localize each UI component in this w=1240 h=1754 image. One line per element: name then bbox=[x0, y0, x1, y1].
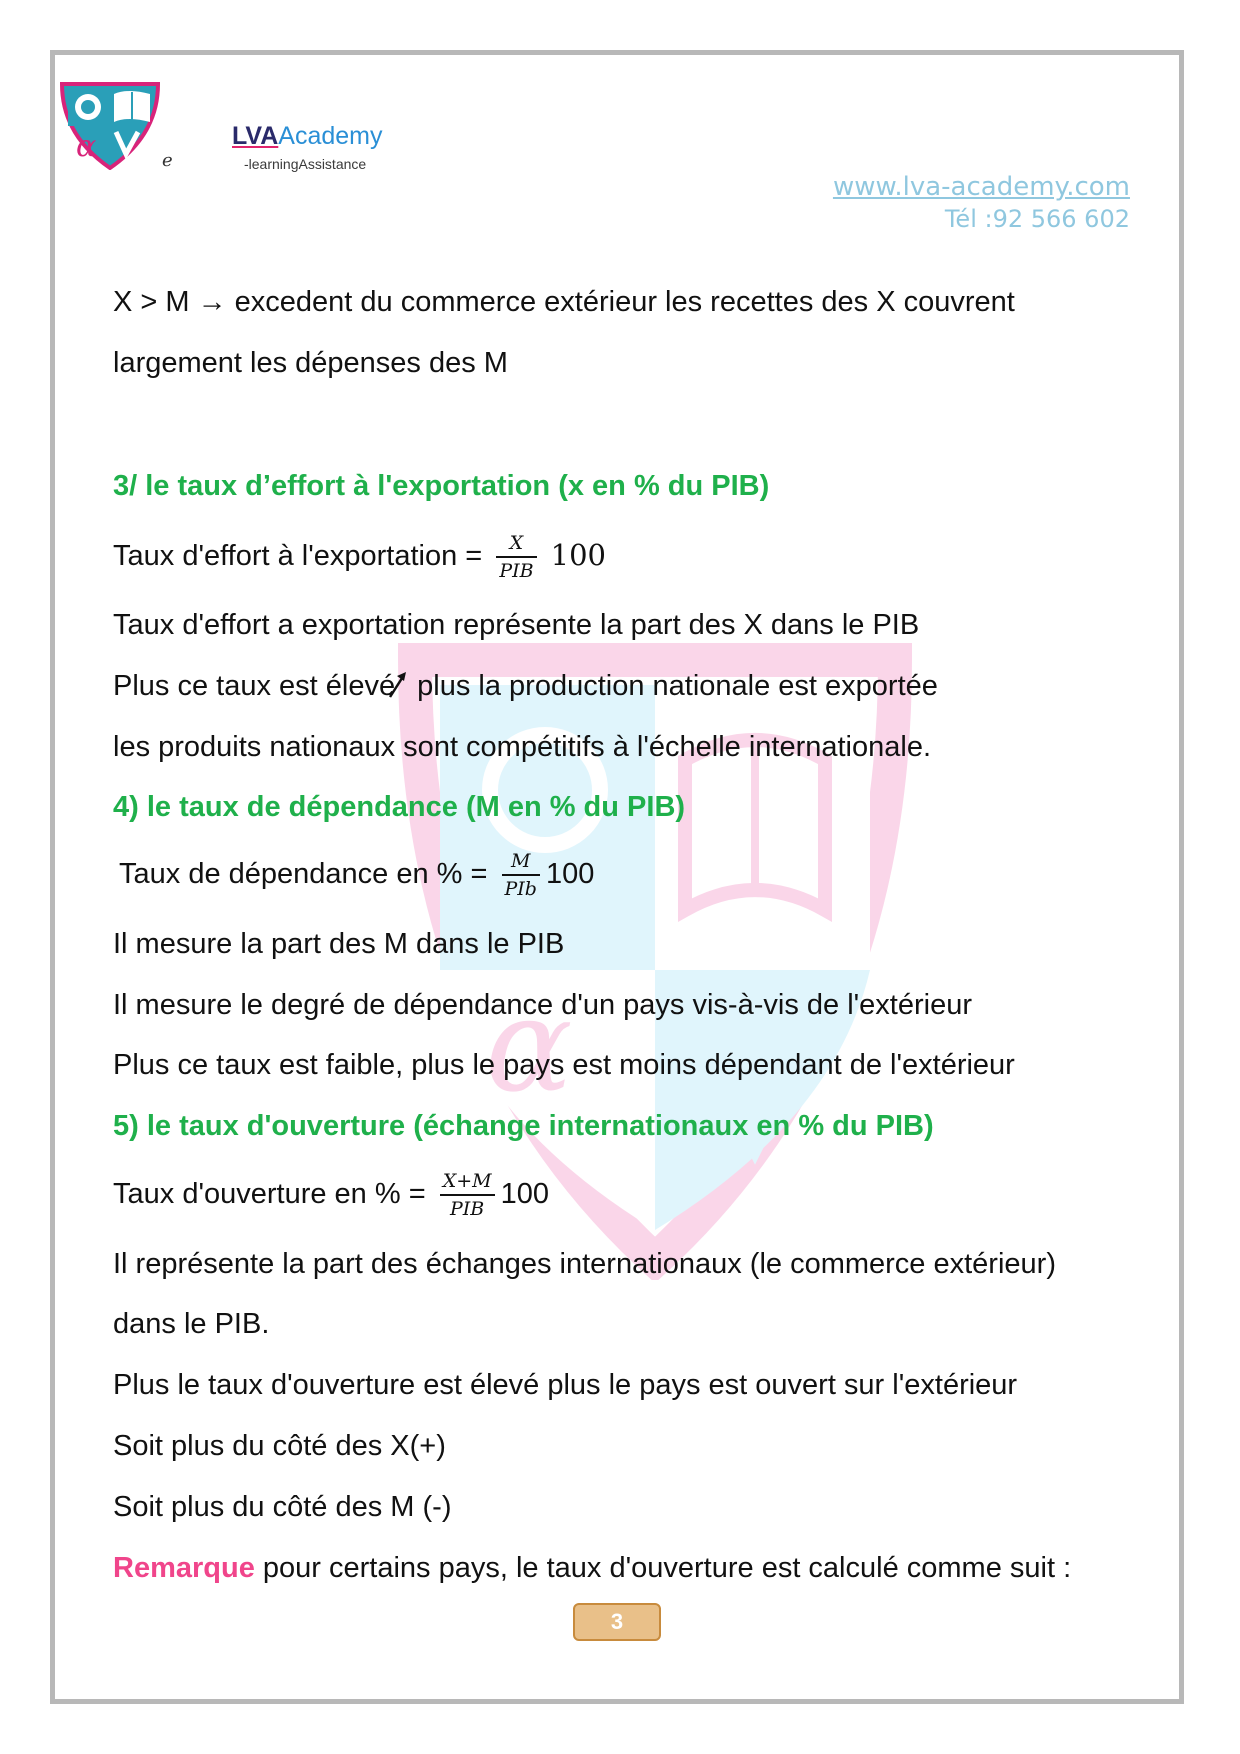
formula-label: Taux d'effort à l'exportation = bbox=[113, 540, 491, 572]
text-line: Soit plus du côté des X(+) bbox=[113, 1430, 446, 1462]
brand-name[interactable] bbox=[232, 122, 383, 151]
formula-label: Taux de dépendance en % = bbox=[119, 858, 496, 890]
section-heading-3: 3/ le taux d’effort à l'exportation (x en % du PIB) bbox=[113, 470, 770, 502]
page-number: 3 bbox=[573, 1603, 661, 1641]
formula-multiplier: 100 bbox=[500, 1178, 549, 1210]
text-line: Il mesure la part des M dans le PIB bbox=[113, 928, 565, 960]
fraction-denominator: PIB bbox=[450, 1198, 485, 1221]
fraction-denominator: PIb bbox=[504, 878, 537, 901]
fraction-numerator: M bbox=[502, 850, 540, 876]
text-line: X > M → excedent du commerce extérieur les recettes des X couvrent bbox=[113, 286, 1015, 318]
text-line: Il mesure le degré de dépendance d'un pays vis-à-vis de l'extérieur bbox=[113, 989, 972, 1021]
shield-logo-icon bbox=[58, 80, 162, 170]
text-line: les produits nationaux sont compétitifs à l'échelle internationale. bbox=[113, 731, 932, 763]
text-line: Soit plus du côté des M (-) bbox=[113, 1491, 452, 1523]
fraction bbox=[440, 1170, 495, 1220]
text-line: largement les dépenses des M bbox=[113, 347, 508, 379]
brand-academy: Academy bbox=[278, 122, 383, 150]
brand-tagline: -learningAssistance bbox=[244, 156, 367, 172]
remark-line bbox=[113, 1551, 1071, 1585]
text-line: Plus le taux d'ouverture est élevé plus le pays est ouvert sur l'extérieur bbox=[113, 1369, 1018, 1401]
section-heading-5: 5) le taux d'ouverture (échange internationaux en % du PIB) bbox=[113, 1110, 934, 1142]
formula-dependence bbox=[119, 849, 594, 900]
brand-lva: LVA bbox=[232, 122, 279, 150]
svg-text:α: α bbox=[485, 969, 573, 1121]
text-fragment: Plus ce taux est élevé bbox=[113, 670, 396, 702]
remark-label: Remarque bbox=[113, 1552, 255, 1584]
formula-openness bbox=[113, 1169, 549, 1220]
formula-export-effort bbox=[113, 530, 606, 582]
fraction-numerator: X+M bbox=[440, 1170, 495, 1196]
fraction bbox=[496, 532, 536, 582]
formula-label: Taux d'ouverture en % = bbox=[113, 1178, 434, 1210]
formula-multiplier: 100 bbox=[545, 858, 595, 890]
text-line: Taux d'effort a exportation représente la part des X dans le PIB bbox=[113, 609, 920, 641]
fraction-numerator: X bbox=[496, 532, 536, 558]
text-line bbox=[113, 669, 938, 703]
text-line: dans le PIB. bbox=[113, 1308, 270, 1340]
text-line: Plus ce taux est faible, plus le pays est moins dépendant de l'extérieur bbox=[113, 1049, 1015, 1081]
svg-text:α: α bbox=[76, 129, 97, 164]
formula-multiplier: 100 bbox=[550, 538, 606, 572]
fraction bbox=[502, 850, 540, 900]
fraction-denominator: PIB bbox=[499, 560, 534, 583]
phone-number: Tél :92 566 602 bbox=[944, 205, 1130, 233]
text-line: Il représente la part des échanges internationaux (le commerce extérieur) bbox=[113, 1248, 1056, 1280]
text-fragment: plus la production nationale est exportée bbox=[409, 670, 938, 702]
logo-letter: e bbox=[162, 150, 173, 171]
website-link[interactable]: www.lva-academy.com bbox=[832, 172, 1130, 202]
section-heading-4: 4) le taux de dépendance (M en % du PIB) bbox=[113, 791, 686, 823]
remark-text: pour certains pays, le taux d'ouverture est calculé comme suit : bbox=[254, 1552, 1072, 1584]
